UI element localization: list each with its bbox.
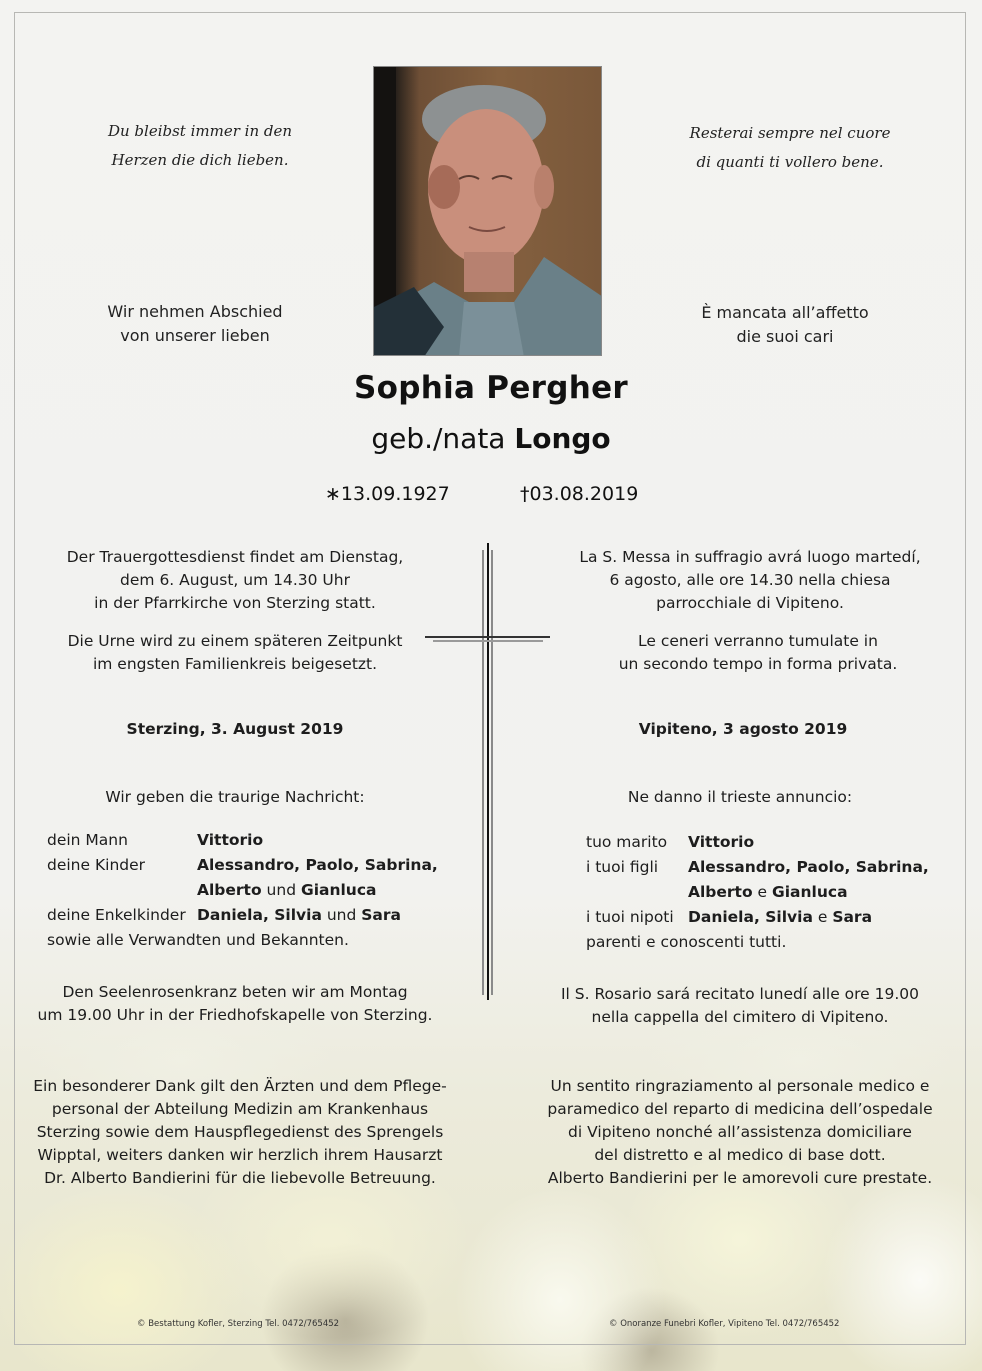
death-date: 03.08.2019 [529, 483, 639, 505]
text-line: Dr. Alberto Bandierini für die liebevolle Betreuung. [44, 1169, 436, 1187]
footer-credit-italian: © Onoranze Funebri Kofler, Vipiteno Tel. 0472/765452 [609, 1319, 840, 1329]
text-line: Ein besonderer Dank gilt den Ärzten und dem Pflege- [33, 1077, 447, 1095]
text-line: Die Urne wird zu einem späteren Zeitpunkt [67, 632, 403, 650]
born-prefix: geb./nata [371, 422, 506, 455]
family-list-italian [586, 830, 966, 955]
family-row [47, 853, 467, 878]
conjunction: und [321, 906, 362, 924]
footer-credit-german: © Bestattung Kofler, Sterzing Tel. 0472/765452 [137, 1319, 340, 1329]
quote-line: di quanti ti vollero bene. [696, 153, 884, 171]
quote-line: Resterai sempre nel cuore [689, 124, 891, 142]
family-row [586, 830, 966, 855]
portrait-photo [373, 66, 602, 356]
family-member-name: Sara [832, 908, 873, 926]
maiden-name: Longo [514, 422, 611, 455]
family-member-name: Vittorio [688, 833, 755, 851]
text-line: parrocchiale di Vipiteno. [656, 594, 844, 612]
death-cross-icon: † [520, 483, 530, 505]
text-line: dem 6. August, um 14.30 Uhr [120, 571, 350, 589]
birth-date: 13.09.1927 [340, 483, 450, 505]
urn-german [25, 630, 445, 676]
place-date-italian: Vipiteno, 3 agosto 2019 [638, 720, 848, 738]
text-line: di Vipiteno nonché all’assistenza domiciliare [568, 1123, 912, 1141]
family-row [47, 828, 467, 853]
family-names [197, 903, 401, 928]
place-date-german: Sterzing, 3. August 2019 [126, 720, 344, 738]
family-member-name: Gianluca [772, 883, 848, 901]
text-line: Un sentito ringraziamento al personale medico e [550, 1077, 930, 1095]
birth-star-icon: ∗ [325, 483, 341, 505]
conjunction: e [812, 908, 833, 926]
family-names [688, 880, 848, 905]
text-line: Le ceneri verranno tumulate in [638, 632, 878, 650]
family-member-name: Daniela, Silvia [688, 908, 813, 926]
conjunction: e [752, 883, 773, 901]
announce-german: Wir geben die traurige Nachricht: [105, 788, 365, 806]
quote-italian [650, 119, 930, 177]
family-relation-label: deine Kinder [47, 856, 146, 874]
intro-line: von unserer lieben [120, 326, 270, 345]
text-line: Alberto Bandierini per le amorevoli cure prestate. [547, 1169, 933, 1187]
quote-line: Du bleibst immer in den [107, 122, 293, 140]
family-member-name: Gianluca [300, 881, 377, 899]
text-line: un secondo tempo in forma privata. [618, 655, 898, 673]
text-line: del distretto e al medico di base dott. [594, 1146, 886, 1164]
family-member-name: Alberto [197, 881, 262, 899]
announce-italian: Ne danno il trieste annuncio: [627, 788, 853, 806]
family-member-name: Alberto [688, 883, 753, 901]
family-closing: sowie alle Verwandten und Bekannten. [47, 931, 349, 949]
intro-italian [650, 301, 920, 349]
family-row [586, 880, 966, 905]
family-row [586, 905, 966, 930]
text-line: Wipptal, weiters danken wir herzlich ihrem Hausarzt [37, 1146, 443, 1164]
text-line: personal der Abteilung Medizin am Krankenhaus [51, 1100, 429, 1118]
text-line: um 19.00 Uhr in der Friedhofskapelle von Sterzing. [37, 1006, 433, 1024]
family-relation-label: tuo marito [586, 833, 668, 851]
text-line: in der Pfarrkirche von Sterzing statt. [94, 594, 376, 612]
family-member-name: Daniela, Silvia [197, 906, 322, 924]
rosary-german [25, 981, 445, 1027]
family-row [47, 878, 467, 903]
family-relation-label: dein Mann [47, 831, 128, 849]
intro-line: die suoi cari [736, 327, 834, 346]
text-line: Il S. Rosario sará recitato lunedí alle ore 19.00 [560, 985, 920, 1003]
thanks-german [15, 1075, 465, 1190]
text-line: Sterzing sowie dem Hauspflegedienst des Sprengels [36, 1123, 444, 1141]
family-member-name: Vittorio [197, 831, 264, 849]
family-names [197, 853, 438, 878]
text-line: paramedico del reparto di medicina dell’ospedale [547, 1100, 933, 1118]
quote-german [60, 117, 340, 175]
text-line: nella cappella del cimitero di Vipiteno. [591, 1008, 889, 1026]
family-names [197, 828, 263, 853]
rosary-italian [530, 983, 950, 1029]
quote-line: Herzen die dich lieben. [111, 151, 289, 169]
family-relation-label: i tuoi nipoti [586, 908, 674, 926]
family-closing: parenti e conoscenti tutti. [586, 933, 787, 951]
family-list-german [47, 828, 467, 953]
family-member-name: Sara [361, 906, 401, 924]
family-names [688, 905, 872, 930]
text-line: La S. Messa in suffragio avrá luogo martedí, [579, 548, 921, 566]
family-relation-label: deine Enkelkinder [47, 906, 186, 924]
family-names [197, 878, 377, 903]
family-relation-label: i tuoi figli [586, 858, 659, 876]
intro-line: Wir nehmen Abschied [107, 302, 283, 321]
birth-date-line [325, 483, 465, 505]
urn-italian [548, 630, 968, 676]
deceased-name: Sophia Pergher [353, 370, 629, 406]
family-relation-label [586, 880, 688, 905]
service-german [25, 546, 445, 615]
family-names [688, 830, 754, 855]
thanks-italian [515, 1075, 965, 1190]
death-date-line [520, 483, 660, 505]
family-row [47, 903, 467, 928]
birth-name-line [241, 422, 741, 455]
intro-german [60, 300, 330, 348]
text-line: im engsten Familienkreis beigesetzt. [92, 655, 378, 673]
intro-line: È mancata all’affetto [701, 303, 869, 322]
text-line: Den Seelenrosenkranz beten wir am Montag [62, 983, 408, 1001]
text-line: 6 agosto, alle ore 14.30 nella chiesa [609, 571, 891, 589]
text-line: Der Trauergottesdienst findet am Dienstag, [66, 548, 404, 566]
family-member-name: Alessandro, Paolo, Sabrina, [688, 858, 929, 876]
family-names [688, 855, 929, 880]
family-row [586, 855, 966, 880]
portrait-illustration [374, 67, 602, 356]
family-member-name: Alessandro, Paolo, Sabrina, [197, 856, 438, 874]
service-italian [540, 546, 960, 615]
family-relation-label [47, 878, 197, 903]
conjunction: und [261, 881, 301, 899]
